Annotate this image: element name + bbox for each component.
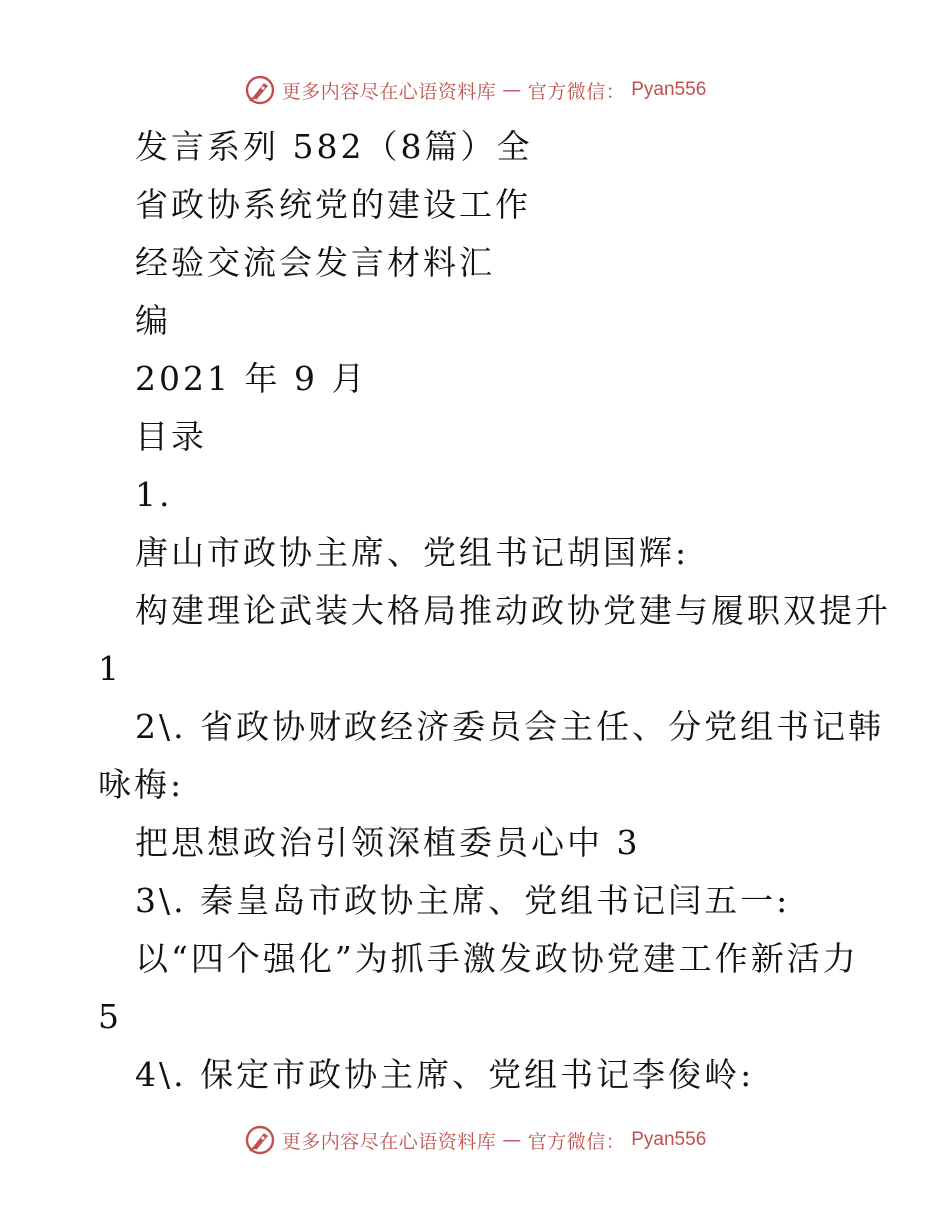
pen-nib-circle-icon (244, 1124, 276, 1156)
toc-item-title: 把思想政治引领深植委员心中 3 (135, 823, 641, 862)
doc-title-line-4: 编 (135, 301, 171, 340)
toc-item-title: 以“四个强化”为抓手激发政协党建工作新活力 (135, 939, 859, 978)
doc-title-line-2: 省政协系统党的建设工作 (135, 185, 531, 224)
doc-title-line-1: 发言系列 582（8篇）全 (135, 127, 533, 166)
toc-item-speaker: 2\. 省政协财政经济委员会主任、分党组书记韩 (135, 707, 885, 746)
watermark-wechat-id: Pyan556 (631, 1129, 707, 1150)
watermark-separator: — (502, 1129, 522, 1151)
doc-date: 2021 年 9 月 (135, 359, 368, 398)
doc-title-line-3: 经验交流会发言材料汇 (135, 243, 495, 282)
watermark-separator: — (502, 79, 522, 101)
toc-heading: 目录 (135, 417, 207, 456)
pen-nib-circle-icon (244, 74, 276, 106)
toc-item-speaker: 唐山市政协主席、党组书记胡国辉: (135, 533, 690, 572)
watermark-official-label: 官方微信： (527, 80, 626, 103)
toc-item-speaker: 4\. 保定市政协主席、党组书记李俊岭: (135, 1055, 755, 1094)
toc-item-title: 构建理论武装大格局推动政协党建与履职双提升 (135, 591, 891, 630)
watermark-wechat-id: Pyan556 (631, 79, 707, 100)
toc-item-speaker: 3\. 秦皇岛市政协主席、党组书记闫五一: (135, 881, 791, 920)
toc-item-speaker-cont: 咏梅: (98, 765, 185, 804)
toc-item-page: 5 (98, 997, 122, 1036)
watermark-official-label: 官方微信： (527, 1130, 626, 1153)
watermark-text: 更多内容尽在心语资料库 (281, 80, 497, 103)
watermark-footer (0, 1120, 950, 1160)
toc-item-number: 1. (135, 475, 173, 514)
document-body (0, 118, 950, 1104)
watermark-header (0, 70, 950, 110)
toc-item-page: 1 (98, 649, 122, 688)
watermark-text: 更多内容尽在心语资料库 (281, 1130, 497, 1153)
